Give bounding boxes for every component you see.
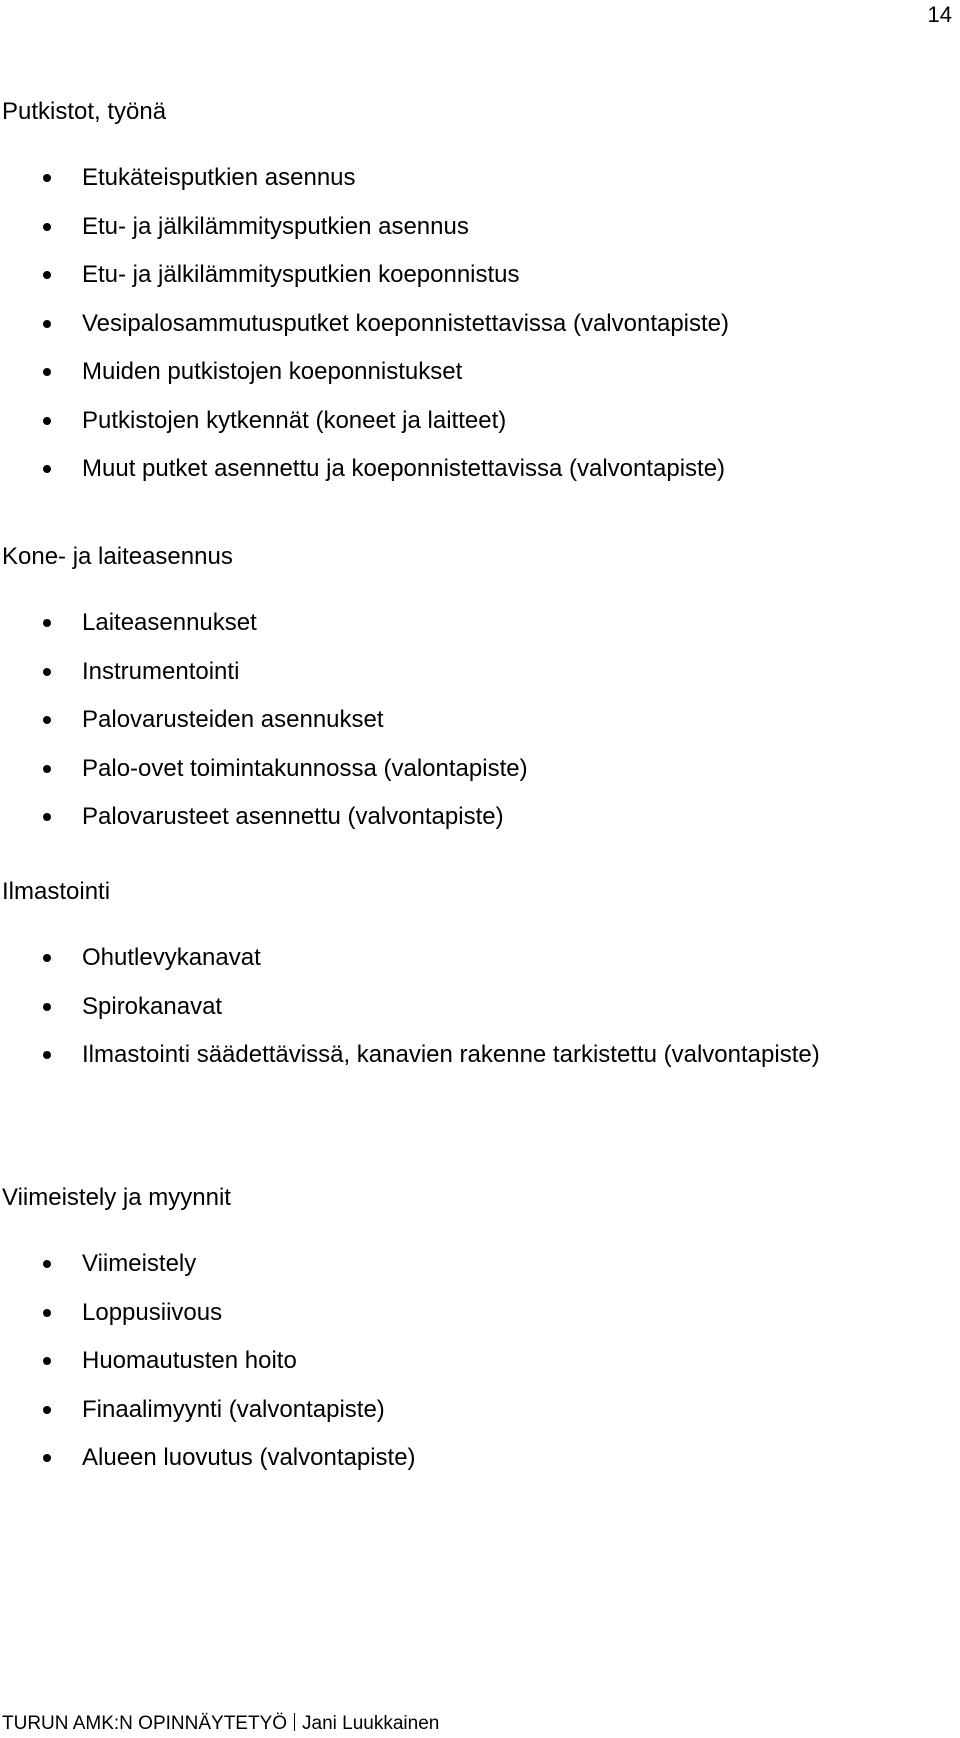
bullet-icon bbox=[43, 1309, 51, 1317]
list-item bbox=[0, 213, 960, 241]
page-number: 14 bbox=[927, 2, 952, 27]
bullet-icon bbox=[43, 765, 51, 773]
page-footer bbox=[2, 1712, 439, 1736]
section-putkistot bbox=[0, 98, 960, 504]
list-item-text: Etukäteisputkien asennus bbox=[82, 164, 356, 191]
list-item-text: Muiden putkistojen koeponnistukset bbox=[82, 358, 463, 385]
list-item bbox=[0, 1041, 960, 1069]
list-item bbox=[0, 1250, 960, 1278]
bullet-icon bbox=[43, 1260, 51, 1268]
list-item-text: Palovarusteet asennettu (valvontapiste) bbox=[82, 803, 504, 830]
bullet-icon bbox=[43, 954, 51, 962]
list-item-text: Spirokanavat bbox=[82, 992, 223, 1020]
bullet-icon bbox=[43, 223, 51, 231]
list-item-text: Laiteasennukset bbox=[82, 609, 257, 636]
list-item-text: Palo-ovet toimintakunnossa (valontapiste) bbox=[82, 754, 528, 782]
bullet-icon bbox=[43, 1357, 51, 1365]
bullet-icon bbox=[43, 465, 51, 473]
section-heading: Kone- ja laiteasennus bbox=[2, 543, 233, 570]
list-item bbox=[0, 658, 960, 686]
list-item-text: Ohutlevykanavat bbox=[82, 944, 261, 971]
bullet-icon bbox=[43, 320, 51, 328]
footer-author: Jani Luukkainen bbox=[302, 1713, 440, 1734]
item-list bbox=[0, 1250, 960, 1472]
section-viimeistely-ja-myynnit bbox=[0, 1184, 960, 1493]
list-item-text: Palovarusteiden asennukset bbox=[82, 706, 384, 733]
item-list bbox=[0, 944, 960, 1069]
section-heading: Ilmastointi bbox=[2, 878, 111, 905]
footer-separator bbox=[294, 1713, 295, 1731]
item-list bbox=[0, 609, 960, 831]
list-item bbox=[0, 944, 960, 972]
list-item-text: Instrumentointi bbox=[82, 657, 240, 685]
list-item bbox=[0, 706, 960, 734]
list-item-text: Putkistojen kytkennät (koneet ja laitteet) bbox=[82, 406, 507, 434]
list-item-text: Alueen luovutus (valvontapiste) bbox=[82, 1444, 416, 1471]
section-heading: Putkistot, työnä bbox=[2, 98, 167, 125]
list-item bbox=[0, 310, 960, 338]
list-item bbox=[0, 993, 960, 1021]
list-item bbox=[0, 261, 960, 289]
footer-institution: TURUN AMK:N OPINNÄYTETYÖ bbox=[2, 1713, 288, 1734]
bullet-icon bbox=[43, 1003, 51, 1011]
bullet-icon bbox=[43, 271, 51, 279]
section-kone-ja-laiteasennus bbox=[0, 543, 960, 852]
bullet-icon bbox=[43, 368, 51, 376]
list-item bbox=[0, 358, 960, 386]
bullet-icon bbox=[43, 619, 51, 627]
list-item bbox=[0, 1347, 960, 1375]
bullet-icon bbox=[43, 1051, 51, 1059]
list-item-text: Vesipalosammutusputket koeponnistettavissa (valvontapiste) bbox=[82, 309, 730, 337]
bullet-icon bbox=[43, 174, 51, 182]
list-item-text: Etu- ja jälkilämmitysputkien asennus bbox=[82, 212, 469, 240]
bullet-icon bbox=[43, 417, 51, 425]
list-item-text: Huomautusten hoito bbox=[82, 1347, 297, 1374]
section-ilmastointi bbox=[0, 878, 960, 1090]
list-item-text: Muut putket asennettu ja koeponnistettavissa (valvontapiste) bbox=[82, 455, 726, 482]
list-item-text: Finaalimyynti (valvontapiste) bbox=[82, 1395, 385, 1423]
list-item-text: Ilmastointi säädettävissä, kanavien rakenne tarkistettu (valvontapiste) bbox=[82, 1041, 820, 1068]
list-item bbox=[0, 407, 960, 435]
item-list bbox=[0, 164, 960, 483]
list-item-text: Viimeistely bbox=[82, 1250, 197, 1277]
bullet-icon bbox=[43, 716, 51, 724]
list-item-text: Etu- ja jälkilämmitysputkien koeponnistus bbox=[82, 261, 520, 288]
bullet-icon bbox=[43, 668, 51, 676]
list-item bbox=[0, 803, 960, 831]
bullet-icon bbox=[43, 1406, 51, 1414]
list-item bbox=[0, 1444, 960, 1472]
bullet-icon bbox=[43, 813, 51, 821]
list-item bbox=[0, 455, 960, 483]
section-heading: Viimeistely ja myynnit bbox=[2, 1184, 231, 1211]
list-item bbox=[0, 755, 960, 783]
list-item bbox=[0, 609, 960, 637]
list-item bbox=[0, 164, 960, 192]
list-item bbox=[0, 1299, 960, 1327]
bullet-icon bbox=[43, 1454, 51, 1462]
list-item-text: Loppusiivous bbox=[82, 1298, 223, 1326]
list-item bbox=[0, 1396, 960, 1424]
